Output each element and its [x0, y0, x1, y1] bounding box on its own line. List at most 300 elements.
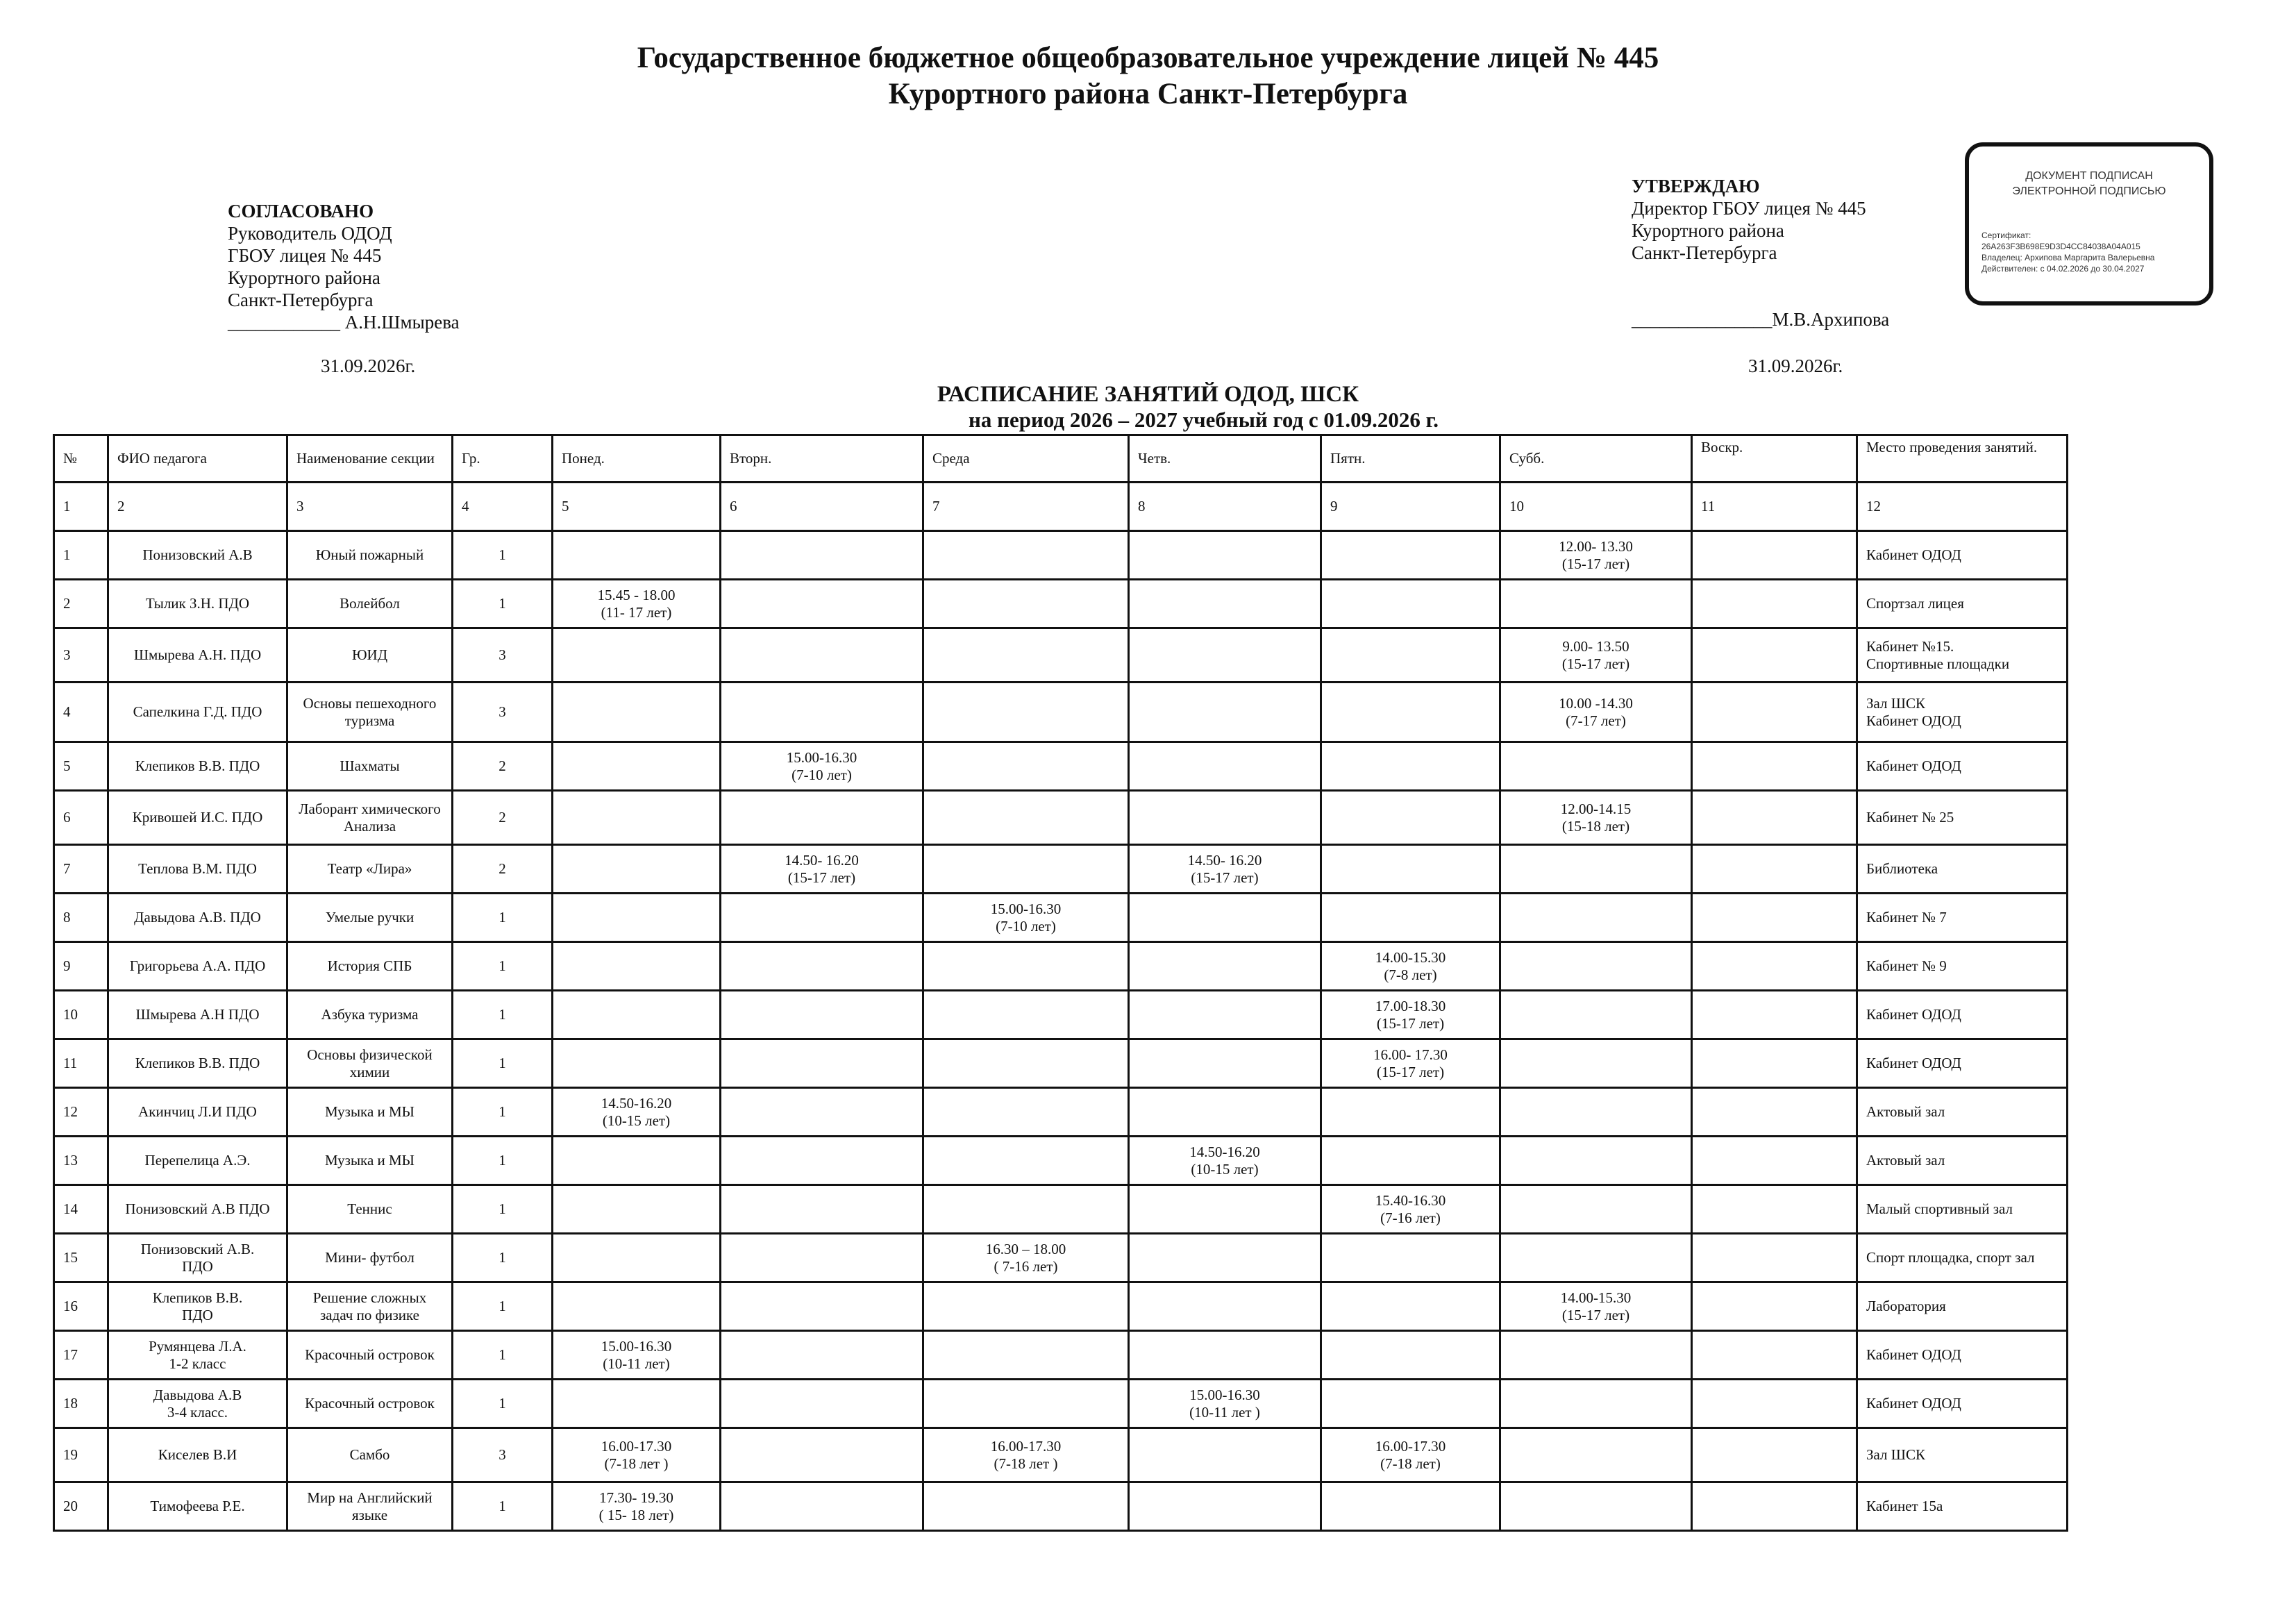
section-name: Мир на Английский языке: [287, 1482, 453, 1531]
schedule-cell: 14.50-16.20 (10-15 лет): [1129, 1137, 1321, 1185]
agreed-line: ГБОУ лицея № 445: [228, 245, 382, 266]
section-name: История СПБ: [287, 942, 453, 991]
row-number: 14: [54, 1185, 108, 1234]
agreed-heading: СОГЛАСОВАНО: [228, 201, 374, 221]
table-row: [54, 1331, 2068, 1380]
teacher-name: Клепиков В.В. ПДО: [108, 1039, 287, 1088]
section-name: Самбо: [287, 1428, 453, 1482]
schedule-cell: [1500, 1088, 1692, 1137]
schedule-cell: [923, 1482, 1129, 1531]
row-number: 12: [54, 1088, 108, 1137]
schedule-cell: [1692, 845, 1857, 894]
schedule-cell: [923, 1380, 1129, 1428]
schedule-cell: 14.00-15.30 (7-8 лет): [1321, 942, 1500, 991]
place-cell: Кабинет ОДОД: [1857, 991, 2068, 1039]
schedule-cell: [721, 791, 923, 845]
column-number: 8: [1129, 483, 1321, 531]
place-cell: Актовый зал: [1857, 1137, 2068, 1185]
column-number: 10: [1500, 483, 1692, 531]
schedule-table: [53, 434, 2068, 1532]
column-number: 3: [287, 483, 453, 531]
schedule-cell: [1321, 1137, 1500, 1185]
schedule-cell: [1692, 942, 1857, 991]
group-count: 1: [453, 894, 553, 942]
approved-signature: _______________М.В.Архипова: [1632, 309, 1890, 330]
group-count: 2: [453, 791, 553, 845]
approved-block: [1632, 175, 1866, 264]
stamp-title: ЭЛЕКТРОННОЙ ПОДПИСЬЮ: [2012, 185, 2166, 197]
column-header: Наименование секции: [287, 435, 453, 483]
teacher-name: Перепелица А.Э.: [108, 1137, 287, 1185]
schedule-cell: [923, 1088, 1129, 1137]
teacher-name: Понизовский А.В. ПДО: [108, 1234, 287, 1282]
group-count: 1: [453, 1137, 553, 1185]
row-number: 9: [54, 942, 108, 991]
teacher-name: Акинчиц Л.И ПДО: [108, 1088, 287, 1137]
section-name: Шахматы: [287, 742, 453, 791]
column-number: 9: [1321, 483, 1500, 531]
schedule-cell: [1129, 1234, 1321, 1282]
schedule-cell: [1692, 1088, 1857, 1137]
schedule-cell: [1500, 1380, 1692, 1428]
column-header: ФИО педагога: [108, 435, 287, 483]
stamp-cert-id: 26A263F3B698E9D3D4CC84038A04A015: [1981, 242, 2140, 251]
teacher-name: Шмырева А.Н ПДО: [108, 991, 287, 1039]
approved-line: Директор ГБОУ лицея № 445: [1632, 198, 1866, 219]
column-header: Среда: [923, 435, 1129, 483]
table-row: [54, 1282, 2068, 1331]
schedule-cell: [1692, 1428, 1857, 1482]
schedule-cell: [1692, 1331, 1857, 1380]
teacher-name: Киселев В.И: [108, 1428, 287, 1482]
schedule-cell: [721, 1039, 923, 1088]
schedule-cell: [923, 683, 1129, 742]
schedule-cell: [553, 845, 721, 894]
schedule-cell: [1500, 845, 1692, 894]
schedule-cell: [1692, 628, 1857, 683]
schedule-cell: [923, 628, 1129, 683]
schedule-cell: [923, 791, 1129, 845]
schedule-cell: [1500, 1039, 1692, 1088]
place-cell: Малый спортивный зал: [1857, 1185, 2068, 1234]
schedule-title: РАСПИСАНИЕ ЗАНЯТИЙ ОДОД, ШСК: [937, 382, 1359, 407]
row-number: 5: [54, 742, 108, 791]
section-name: Волейбол: [287, 580, 453, 628]
section-name: Музыка и МЫ: [287, 1137, 453, 1185]
schedule-cell: 12.00-14.15 (15-18 лет): [1500, 791, 1692, 845]
schedule-cell: [923, 1039, 1129, 1088]
row-number: 16: [54, 1282, 108, 1331]
schedule-cell: 17.00-18.30 (15-17 лет): [1321, 991, 1500, 1039]
column-number-row: [54, 483, 2068, 531]
stamp-validity: Действителен: с 04.02.2026 до 30.04.2027: [1981, 264, 2145, 274]
schedule-cell: [1129, 580, 1321, 628]
section-name: Основы пешеходного туризма: [287, 683, 453, 742]
place-cell: Кабинет № 9: [1857, 942, 2068, 991]
row-number: 7: [54, 845, 108, 894]
schedule-cell: [553, 683, 721, 742]
schedule-cell: [721, 1380, 923, 1428]
table-row: [54, 628, 2068, 683]
schedule-cell: [1321, 1282, 1500, 1331]
schedule-cell: [1500, 1331, 1692, 1380]
agreed-date: 31.09.2026г.: [321, 355, 416, 376]
schedule-cell: [1692, 1185, 1857, 1234]
row-number: 6: [54, 791, 108, 845]
group-count: 2: [453, 845, 553, 894]
schedule-cell: [553, 531, 721, 580]
table-row: [54, 791, 2068, 845]
place-cell: Кабинет ОДОД: [1857, 531, 2068, 580]
schedule-cell: [553, 1137, 721, 1185]
section-name: Юный пожарный: [287, 531, 453, 580]
column-header: Гр.: [453, 435, 553, 483]
schedule-cell: [1129, 1482, 1321, 1531]
agreed-line: Руководитель ОДОД: [228, 223, 392, 244]
schedule-cell: [1500, 1185, 1692, 1234]
schedule-cell: 14.50- 16.20 (15-17 лет): [1129, 845, 1321, 894]
schedule-period: на период 2026 – 2027 учебный год с 01.09.2026 г.: [969, 408, 1439, 432]
group-count: 1: [453, 1088, 553, 1137]
agreed-line: Курортного района: [228, 267, 380, 288]
column-number: 2: [108, 483, 287, 531]
column-header: Понед.: [553, 435, 721, 483]
schedule-cell: [1692, 1039, 1857, 1088]
schedule-cell: [1321, 531, 1500, 580]
schedule-cell: 16.00- 17.30 (15-17 лет): [1321, 1039, 1500, 1088]
table-row: [54, 1088, 2068, 1137]
table-row: [54, 1380, 2068, 1428]
schedule-cell: [1321, 894, 1500, 942]
section-name: Красочный островок: [287, 1331, 453, 1380]
schedule-cell: [923, 845, 1129, 894]
column-header: Вторн.: [721, 435, 923, 483]
schedule-cell: [1500, 1234, 1692, 1282]
section-name: Красочный островок: [287, 1380, 453, 1428]
group-count: 1: [453, 1185, 553, 1234]
approved-heading: УТВЕРЖДАЮ: [1632, 176, 1760, 196]
schedule-cell: [1321, 580, 1500, 628]
table-row: [54, 942, 2068, 991]
schedule-cell: [1500, 942, 1692, 991]
schedule-cell: [1692, 1482, 1857, 1531]
schedule-cell: [1129, 1282, 1321, 1331]
place-cell: Кабинет ОДОД: [1857, 1331, 2068, 1380]
row-number: 15: [54, 1234, 108, 1282]
schedule-cell: 15.00-16.30 (7-10 лет): [923, 894, 1129, 942]
schedule-cell: [1500, 742, 1692, 791]
teacher-name: Давыдова А.В. ПДО: [108, 894, 287, 942]
row-number: 10: [54, 991, 108, 1039]
schedule-cell: [1692, 894, 1857, 942]
schedule-cell: [1692, 531, 1857, 580]
schedule-cell: [923, 991, 1129, 1039]
schedule-cell: [553, 742, 721, 791]
schedule-cell: [721, 942, 923, 991]
column-number: 4: [453, 483, 553, 531]
row-number: 8: [54, 894, 108, 942]
schedule-cell: [553, 628, 721, 683]
teacher-name: Давыдова А.В 3-4 класс.: [108, 1380, 287, 1428]
schedule-cell: 15.40-16.30 (7-16 лет): [1321, 1185, 1500, 1234]
row-number: 4: [54, 683, 108, 742]
column-number: 12: [1857, 483, 2068, 531]
schedule-cell: [1692, 1234, 1857, 1282]
group-count: 1: [453, 1282, 553, 1331]
group-count: 1: [453, 531, 553, 580]
schedule-cell: 9.00- 13.50 (15-17 лет): [1500, 628, 1692, 683]
table-row: [54, 845, 2068, 894]
column-header: Пятн.: [1321, 435, 1500, 483]
place-cell: Кабинет ОДОД: [1857, 742, 2068, 791]
table-row: [54, 1428, 2068, 1482]
schedule-cell: [721, 1482, 923, 1531]
schedule-cell: [923, 1331, 1129, 1380]
section-name: Лаборант химического Анализа: [287, 791, 453, 845]
schedule-cell: 14.00-15.30 (15-17 лет): [1500, 1282, 1692, 1331]
schedule-cell: [1692, 791, 1857, 845]
stamp-cert-label: Сертификат:: [1981, 231, 2031, 240]
schedule-cell: [553, 894, 721, 942]
schedule-cell: [1129, 791, 1321, 845]
column-number: 11: [1692, 483, 1857, 531]
schedule-cell: [1129, 894, 1321, 942]
row-number: 18: [54, 1380, 108, 1428]
column-number: 6: [721, 483, 923, 531]
column-header: Воскр.: [1692, 435, 1857, 483]
row-number: 3: [54, 628, 108, 683]
schedule-cell: [721, 531, 923, 580]
schedule-cell: [1500, 1428, 1692, 1482]
place-cell: Лаборатория: [1857, 1282, 2068, 1331]
organization-district: Курортного района Санкт-Петербурга: [888, 78, 1408, 110]
teacher-name: Шмырева А.Н. ПДО: [108, 628, 287, 683]
schedule-cell: [553, 991, 721, 1039]
schedule-cell: [721, 991, 923, 1039]
place-cell: Кабинет № 7: [1857, 894, 2068, 942]
table-row: [54, 683, 2068, 742]
schedule-cell: [923, 742, 1129, 791]
schedule-cell: [923, 531, 1129, 580]
approved-line: Санкт-Петербурга: [1632, 242, 1777, 263]
schedule-cell: 15.00-16.30 (10-11 лет ): [1129, 1380, 1321, 1428]
schedule-cell: [553, 1039, 721, 1088]
schedule-cell: [721, 1185, 923, 1234]
schedule-cell: [1129, 1331, 1321, 1380]
table-row: [54, 742, 2068, 791]
schedule-cell: [721, 894, 923, 942]
table-row: [54, 531, 2068, 580]
place-cell: Зал ШСК Кабинет ОДОД: [1857, 683, 2068, 742]
place-cell: Спорт площадка, спорт зал: [1857, 1234, 2068, 1282]
row-number: 19: [54, 1428, 108, 1482]
table-row: [54, 580, 2068, 628]
place-cell: Зал ШСК: [1857, 1428, 2068, 1482]
schedule-cell: [1321, 1482, 1500, 1531]
schedule-cell: 10.00 -14.30 (7-17 лет): [1500, 683, 1692, 742]
place-cell: Кабинет № 25: [1857, 791, 2068, 845]
group-count: 3: [453, 1428, 553, 1482]
row-number: 2: [54, 580, 108, 628]
teacher-name: Тимофеева Р.Е.: [108, 1482, 287, 1531]
place-cell: Кабинет №15. Спортивные площадки: [1857, 628, 2068, 683]
place-cell: Актовый зал: [1857, 1088, 2068, 1137]
column-number: 1: [54, 483, 108, 531]
table-row: [54, 1039, 2068, 1088]
teacher-name: Румянцева Л.А. 1-2 класс: [108, 1331, 287, 1380]
place-cell: Спортзал лицея: [1857, 580, 2068, 628]
schedule-cell: [1321, 845, 1500, 894]
schedule-cell: [1129, 1185, 1321, 1234]
schedule-cell: [1321, 1234, 1500, 1282]
organization-name: Государственное бюджетное общеобразовательное учреждение лицей № 445: [637, 42, 1659, 74]
schedule-cell: 15.00-16.30 (10-11 лет): [553, 1331, 721, 1380]
schedule-cell: [1129, 1088, 1321, 1137]
schedule-cell: [721, 1234, 923, 1282]
table-row: [54, 991, 2068, 1039]
stamp-title: ДОКУМЕНТ ПОДПИСАН: [2025, 170, 2153, 182]
approved-line: Курортного района: [1632, 220, 1784, 241]
group-count: 1: [453, 942, 553, 991]
schedule-cell: [1129, 683, 1321, 742]
schedule-cell: [1321, 791, 1500, 845]
column-header: Четв.: [1129, 435, 1321, 483]
section-name: Умелые ручки: [287, 894, 453, 942]
table-row: [54, 1482, 2068, 1531]
stamp-owner: Владелец: Архипова Маргарита Валерьевна: [1981, 253, 2155, 262]
schedule-cell: [1692, 1380, 1857, 1428]
section-name: Азбука туризма: [287, 991, 453, 1039]
electronic-signature-stamp: [1965, 142, 2213, 305]
group-count: 2: [453, 742, 553, 791]
schedule-cell: 16.30 – 18.00 ( 7-16 лет): [923, 1234, 1129, 1282]
column-header: Субб.: [1500, 435, 1692, 483]
group-count: 1: [453, 1039, 553, 1088]
table-header-row: [54, 435, 2068, 483]
section-name: Основы физической химии: [287, 1039, 453, 1088]
group-count: 1: [453, 1234, 553, 1282]
schedule-cell: [721, 1331, 923, 1380]
group-count: 3: [453, 683, 553, 742]
row-number: 1: [54, 531, 108, 580]
agreed-block: [228, 200, 460, 333]
section-name: Театр «Лира»: [287, 845, 453, 894]
row-number: 20: [54, 1482, 108, 1531]
teacher-name: Понизовский А.В: [108, 531, 287, 580]
section-name: Решение сложных задач по физике: [287, 1282, 453, 1331]
group-count: 3: [453, 628, 553, 683]
group-count: 1: [453, 1380, 553, 1428]
schedule-body: [54, 531, 2068, 1531]
schedule-cell: [1129, 942, 1321, 991]
schedule-cell: [553, 942, 721, 991]
teacher-name: Григорьева А.А. ПДО: [108, 942, 287, 991]
schedule-cell: [553, 1185, 721, 1234]
approved-date: 31.09.2026г.: [1748, 355, 1843, 376]
schedule-cell: [1500, 1137, 1692, 1185]
row-number: 13: [54, 1137, 108, 1185]
table-row: [54, 1234, 2068, 1282]
schedule-cell: [1500, 991, 1692, 1039]
schedule-cell: [721, 1428, 923, 1482]
schedule-cell: [1321, 1088, 1500, 1137]
teacher-name: Кривошей И.С. ПДО: [108, 791, 287, 845]
schedule-cell: [923, 1282, 1129, 1331]
schedule-cell: [1692, 580, 1857, 628]
schedule-cell: [923, 1137, 1129, 1185]
schedule-cell: [721, 580, 923, 628]
teacher-name: Теплова В.М. ПДО: [108, 845, 287, 894]
schedule-cell: 17.30- 19.30 ( 15- 18 лет): [553, 1482, 721, 1531]
schedule-cell: 14.50-16.20 (10-15 лет): [553, 1088, 721, 1137]
group-count: 1: [453, 991, 553, 1039]
group-count: 1: [453, 580, 553, 628]
schedule-cell: 16.00-17.30 (7-18 лет ): [553, 1428, 721, 1482]
schedule-cell: [1692, 1137, 1857, 1185]
schedule-cell: [1129, 531, 1321, 580]
schedule-cell: 15.00-16.30 (7-10 лет): [721, 742, 923, 791]
section-name: Теннис: [287, 1185, 453, 1234]
schedule-cell: [1129, 628, 1321, 683]
schedule-cell: 15.45 - 18.00 (11- 17 лет): [553, 580, 721, 628]
column-header: №: [54, 435, 108, 483]
schedule-cell: [721, 683, 923, 742]
teacher-name: Клепиков В.В. ПДО: [108, 742, 287, 791]
schedule-cell: [553, 1282, 721, 1331]
place-cell: Кабинет ОДОД: [1857, 1039, 2068, 1088]
schedule-cell: [1321, 683, 1500, 742]
teacher-name: Сапелкина Г.Д. ПДО: [108, 683, 287, 742]
schedule-cell: [923, 942, 1129, 991]
column-header: Место проведения занятий.: [1857, 435, 2068, 483]
schedule-cell: [923, 580, 1129, 628]
schedule-cell: [1321, 1380, 1500, 1428]
schedule-cell: [553, 1234, 721, 1282]
schedule-cell: [721, 1137, 923, 1185]
teacher-name: Понизовский А.В ПДО: [108, 1185, 287, 1234]
row-number: 11: [54, 1039, 108, 1088]
schedule-cell: [1321, 1331, 1500, 1380]
row-number: 17: [54, 1331, 108, 1380]
agreed-signature: ____________ А.Н.Шмырева: [228, 312, 460, 333]
schedule-cell: [1692, 683, 1857, 742]
schedule-cell: [1692, 742, 1857, 791]
schedule-cell: [1321, 628, 1500, 683]
group-count: 1: [453, 1331, 553, 1380]
place-cell: Кабинет 15а: [1857, 1482, 2068, 1531]
schedule-cell: [1129, 742, 1321, 791]
organization-header: [0, 40, 2296, 112]
schedule-cell: [1129, 1039, 1321, 1088]
table-row: [54, 894, 2068, 942]
place-cell: Кабинет ОДОД: [1857, 1380, 2068, 1428]
schedule-cell: [553, 791, 721, 845]
schedule-cell: [1692, 1282, 1857, 1331]
schedule-cell: 16.00-17.30 (7-18 лет): [1321, 1428, 1500, 1482]
group-count: 1: [453, 1482, 553, 1531]
column-number: 7: [923, 483, 1129, 531]
column-number: 5: [553, 483, 721, 531]
teacher-name: Клепиков В.В. ПДО: [108, 1282, 287, 1331]
schedule-cell: [923, 1185, 1129, 1234]
schedule-cell: [1692, 991, 1857, 1039]
section-name: Мини- футбол: [287, 1234, 453, 1282]
agreed-line: Санкт-Петербурга: [228, 290, 374, 310]
schedule-cell: [721, 628, 923, 683]
schedule-cell: 14.50- 16.20 (15-17 лет): [721, 845, 923, 894]
schedule-cell: [1129, 1428, 1321, 1482]
schedule-cell: [1500, 1482, 1692, 1531]
